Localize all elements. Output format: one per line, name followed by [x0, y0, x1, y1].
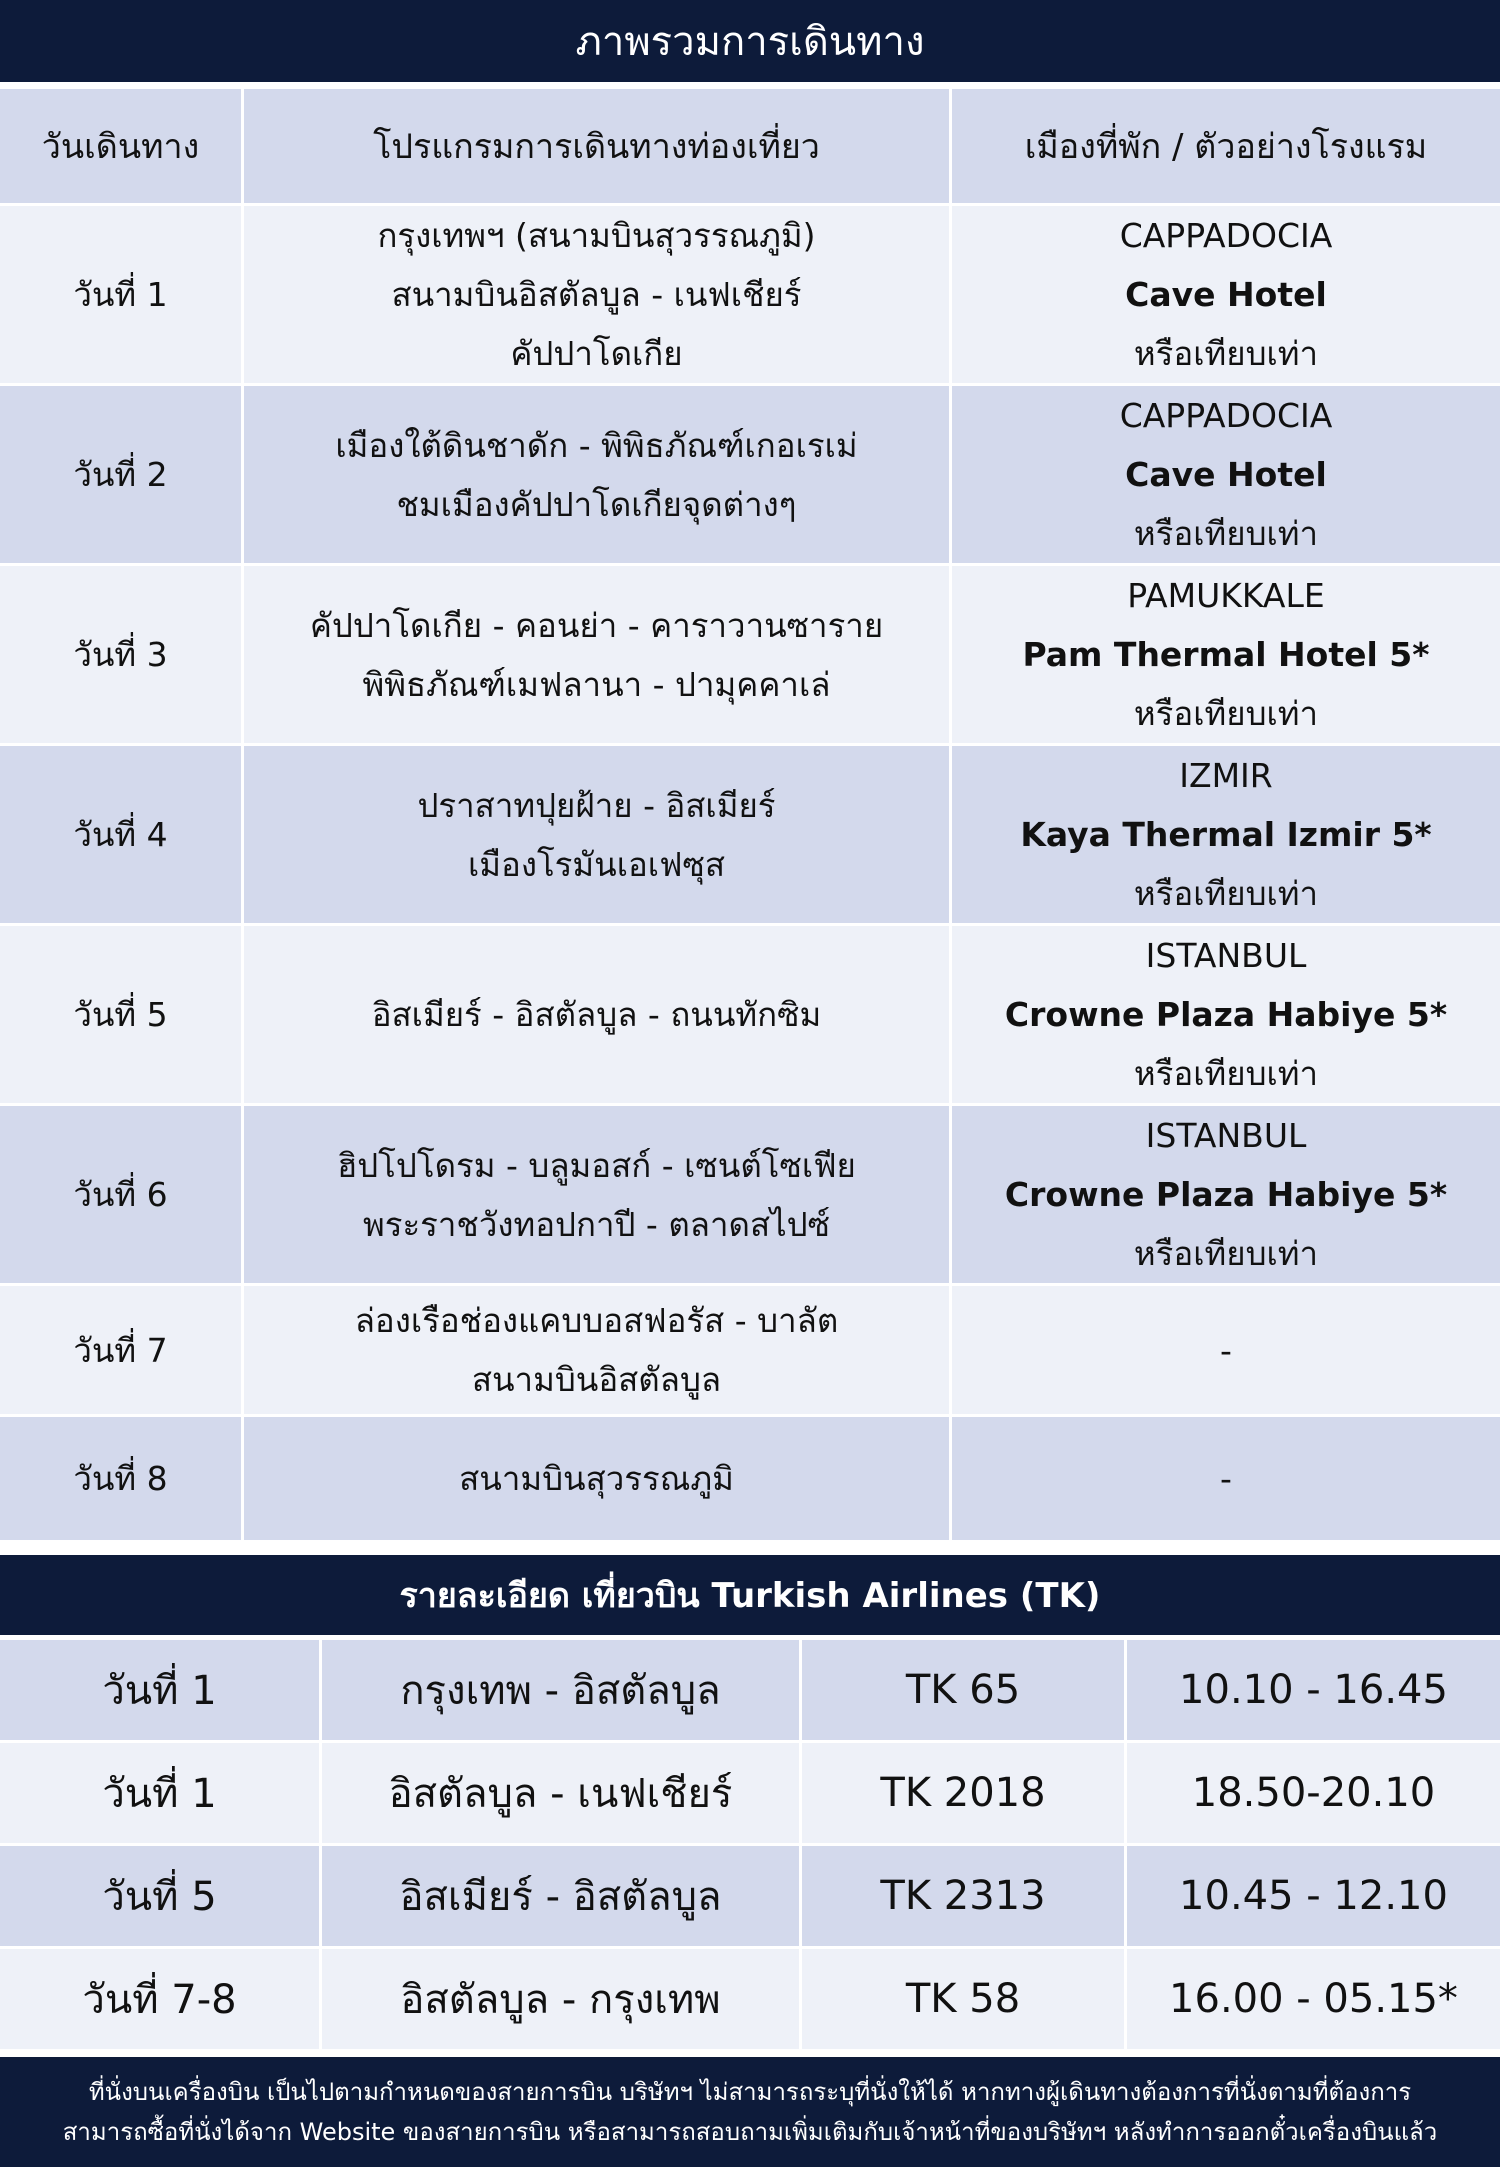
day-cell: วันที่ 7 [0, 1286, 244, 1414]
itinerary-row [0, 926, 1500, 1103]
hotel-cell [952, 1286, 1500, 1414]
hotel-cell [952, 566, 1500, 743]
day-cell: วันที่ 5 [0, 926, 244, 1103]
hotel-cell [952, 386, 1500, 563]
hotel-cell [952, 746, 1500, 923]
hotel-note: หรือเทียบเท่า [1133, 1054, 1319, 1093]
itinerary-table [0, 86, 1500, 1543]
program-line: คัปปาโดเกีย - คอนย่า - คาราวานซาราย [309, 605, 884, 645]
flight-row [0, 1743, 1500, 1843]
hotel-note: หรือเทียบเท่า [1133, 514, 1319, 553]
program-cell [244, 926, 952, 1103]
program-cell [244, 1286, 952, 1414]
flight-row [0, 1640, 1500, 1740]
header-hotel: เมืองที่พัก / ตัวอย่างโรงแรม [952, 89, 1500, 203]
flight-route: กรุงเทพ - อิสตัลบูล [322, 1640, 802, 1740]
itinerary-row [0, 566, 1500, 743]
flight-route: อิสเมียร์ - อิสตัลบูล [322, 1846, 802, 1946]
program-line: สนามบินอิสตัลบูล [471, 1360, 722, 1399]
program-line: เมืองโรมันเอเฟซุส [467, 844, 725, 884]
day-cell: วันที่ 1 [0, 206, 244, 383]
flight-time: 10.10 - 16.45 [1127, 1640, 1500, 1740]
seat-notice-line: ที่นั่งบนเครื่องบิน เป็นไปตามกำหนดของสายการบิน บริษัทฯ ไม่สามารถระบุที่นั่งให้ได้ หากทางผู้เดินทางต้องการที่นั่งตามที่ต้องการ [88, 2078, 1412, 2106]
flight-number: TK 58 [802, 1949, 1127, 2049]
flight-number: TK 2313 [802, 1846, 1127, 1946]
hotel-name: Crowne Plaza Habiye 5* [1004, 995, 1448, 1034]
hotel-note: หรือเทียบเท่า [1133, 1234, 1319, 1273]
hotel-note: หรือเทียบเท่า [1133, 874, 1319, 913]
header-day: วันเดินทาง [0, 89, 244, 203]
hotel-note: หรือเทียบเท่า [1133, 334, 1319, 373]
program-cell [244, 1417, 952, 1540]
header-program: โปรแกรมการเดินทางท่องเที่ยว [244, 89, 952, 203]
seat-notice-line: สามารถซื้อที่นั่งได้จาก Website ของสายการบิน หรือสามารถสอบถามเพิ่มเติมกับเจ้าหน้าที่ของบริษัทฯ หลังทำการออกตั๋วเครื่องบินแล้ว [62, 2118, 1438, 2146]
hotel-name: Pam Thermal Hotel 5* [1022, 635, 1430, 674]
flight-day: วันที่ 1 [0, 1743, 322, 1843]
flight-number: TK 65 [802, 1640, 1127, 1740]
flight-time: 18.50-20.10 [1127, 1743, 1500, 1843]
day-cell: วันที่ 3 [0, 566, 244, 743]
itinerary-title: ภาพรวมการเดินทาง [0, 0, 1500, 82]
no-hotel-dash: - [1220, 1459, 1232, 1498]
program-cell [244, 746, 952, 923]
hotel-name: Cave Hotel [1125, 455, 1327, 494]
hotel-name: Kaya Thermal Izmir 5* [1020, 815, 1432, 854]
itinerary-header-row [0, 89, 1500, 203]
flight-day: วันที่ 5 [0, 1846, 322, 1946]
program-line: คัปปาโดเกีย [510, 334, 683, 373]
hotel-name: Cave Hotel [1125, 275, 1327, 314]
program-line: สนามบินสุวรรณภูมิ [459, 1459, 734, 1498]
city-name: CAPPADOCIA [1119, 216, 1333, 255]
flight-route: อิสตัลบูล - เนฟเชียร์ [322, 1743, 802, 1843]
program-line: ปราสาทปุยฝ้าย - อิสเมียร์ [417, 785, 776, 825]
seat-notice [0, 2057, 1500, 2167]
city-name: ISTANBUL [1145, 936, 1307, 975]
program-line: พระราชวังทอปกาปี - ตลาดสไปซ์ [362, 1204, 831, 1244]
city-name: PAMUKKALE [1127, 576, 1325, 615]
flight-time: 10.45 - 12.10 [1127, 1846, 1500, 1946]
itinerary-row [0, 386, 1500, 563]
day-cell: วันที่ 6 [0, 1106, 244, 1283]
itinerary-row [0, 746, 1500, 923]
program-line: พิพิธภัณฑ์เมฟลานา - ปามุคคาเล่ [362, 664, 831, 704]
program-cell [244, 566, 952, 743]
hotel-cell [952, 1417, 1500, 1540]
program-line: ฮิปโปโดรม - บลูมอสก์ - เซนต์โซเฟีย [337, 1145, 856, 1185]
itinerary-row [0, 206, 1500, 383]
program-line: ล่องเรือช่องแคบบอสฟอรัส - บาลัต [354, 1301, 839, 1340]
flight-time: 16.00 - 05.15* [1127, 1949, 1500, 2049]
program-line: เมืองใต้ดินชาดัก - พิพิธภัณฑ์เกอเรเม่ [335, 425, 858, 465]
itinerary-row [0, 1286, 1500, 1414]
flights-table [0, 1637, 1500, 2052]
itinerary-row [0, 1106, 1500, 1283]
flight-day: วันที่ 7-8 [0, 1949, 322, 2049]
hotel-cell [952, 206, 1500, 383]
program-line: ชมเมืองคัปปาโดเกียจุดต่างๆ [396, 484, 797, 524]
program-cell [244, 386, 952, 563]
flight-row [0, 1846, 1500, 1946]
city-name: ISTANBUL [1145, 1116, 1307, 1155]
itinerary-row [0, 1417, 1500, 1540]
program-line: กรุงเทพฯ (สนามบินสุวรรณภูมิ) [377, 216, 816, 255]
program-cell [244, 1106, 952, 1283]
program-line: สนามบินอิสตัลบูล - เนฟเชียร์ [391, 275, 802, 314]
hotel-cell [952, 926, 1500, 1103]
hotel-note: หรือเทียบเท่า [1133, 694, 1319, 733]
flight-route: อิสตัลบูล - กรุงเทพ [322, 1949, 802, 2049]
city-name: CAPPADOCIA [1119, 396, 1333, 435]
day-cell: วันที่ 2 [0, 386, 244, 563]
day-cell: วันที่ 8 [0, 1417, 244, 1540]
city-name: IZMIR [1179, 756, 1273, 795]
program-line: อิสเมียร์ - อิสตัลบูล - ถนนทักซิม [371, 995, 822, 1034]
flight-number: TK 2018 [802, 1743, 1127, 1843]
hotel-name: Crowne Plaza Habiye 5* [1004, 1175, 1448, 1214]
flights-title: รายละเอียด เที่ยวบิน Turkish Airlines (TK) [0, 1555, 1500, 1635]
no-hotel-dash: - [1220, 1330, 1232, 1370]
day-cell: วันที่ 4 [0, 746, 244, 923]
hotel-cell [952, 1106, 1500, 1283]
flight-day: วันที่ 1 [0, 1640, 322, 1740]
program-cell [244, 206, 952, 383]
flight-row [0, 1949, 1500, 2049]
